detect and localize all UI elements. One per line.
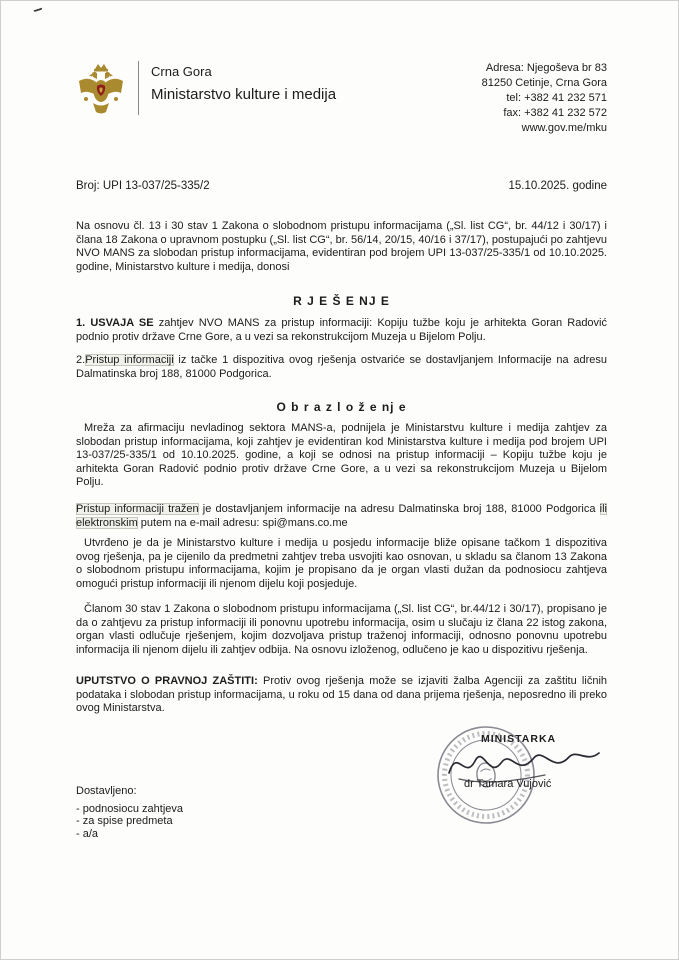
rationale-paragraph-1: Mreža za afirmaciju nevladinog sektora MANS-a, podnijela je Ministarstvu kulture i medija zahtjev za slobodan pristup informacijama, koji zahtjev je evidentiran kod Ministarstva kulture i medija pod brojem UPI 13-037/25-335/1 od 10.10.2025. godine, a koji se odnosi na pristup informaciji – Kopiju tužbe koju je arhitekta Goran Radović podnio protiv države Crne Gore, a u vezi sa rekonstrukcijom Muzeja u Bijelom Polju. — [76, 422, 607, 489]
document-date: 15.10.2025. godine — [508, 180, 607, 192]
distribution-item: - za spise predmeta — [76, 815, 173, 827]
document-number: Broj: UPI 13-037/25-335/2 — [76, 180, 210, 192]
legal-notice-lead: UPUTSTVO O PRAVNOJ ZAŠTITI: — [76, 675, 258, 687]
contact-address-block — [482, 61, 607, 136]
rationale-paragraph-4: Članom 30 stav 1 Zakona o slobodnom pristupu informacijama („Sl. list CG“, br.44/12 i 30/17), propisano je da o zahtjevu za pristup informaciji ili ponovnu upotrebu informacija, osim u slučaju iz člana 22 istog zakona, organ vlasti odlučuje rješenjem, kojim dozvoljava pristup traženoj informaciji, odnosno ponovnu upotrebu informacija ili njenom dijelu ili zahtjev odbija. Na osnovu izloženog, odlučeno je kao u dispozitivu rješenja. — [76, 603, 607, 656]
ministry-name: Ministarstvo kulture i medija — [151, 86, 337, 103]
intro-paragraph: Na osnovu čl. 13 i 30 stav 1 Zakona o slobodnom pristupu informacijama („Sl. list CG“, br. 44/12 i 30/17) i člana 18 Zakona o upravnom postupku („Sl. list CG“, br. 56/14, 20/15, 40/16 i 37/17), postupajući po zahtjevu NVO MANS za slobodan pristup informacijama, evidentiran pod brojem UPI 13-037/25-335/1 od 10.10.2025. godine, Ministarstvo kulture i medija, donosi — [76, 220, 607, 273]
decision-item-2-highlight: Pristup informaciji — [85, 354, 174, 366]
address-line: 81250 Cetinje, Crna Gora — [481, 77, 607, 89]
rationale-paragraph-2-highlight-2: ili elektronskim — [76, 503, 607, 529]
document-meta-row — [76, 180, 607, 192]
rationale-paragraph-2-text-2: putem na e-mail adresu: spi@mans.co.me — [137, 516, 348, 529]
decision-item-1-lead: 1. USVAJA SE — [76, 317, 154, 329]
address-line: Adresa: Njegoševa br 83 — [485, 62, 607, 74]
distribution-item: - podnosiocu zahtjeva — [76, 802, 184, 815]
rationale-paragraph-2 — [76, 503, 607, 530]
coat-of-arms-logo — [76, 61, 128, 119]
fax-line: fax: +382 41 232 572 — [503, 107, 607, 119]
phone-line: tel: +382 41 232 571 — [506, 92, 607, 104]
distribution-item: - a/a — [76, 827, 99, 840]
distribution-label: Dostavljeno: — [76, 785, 137, 797]
rationale-title: O b r a z l o ž e nj e — [276, 400, 407, 414]
decision-title: R J E Š E NJ E — [293, 294, 390, 308]
letterhead — [76, 61, 607, 136]
decision-item-2-text: iz tačke 1 dispozitiva ovog rješenja ostvariće se dostavljanjem Informacije na adresu Dalmatinska broj 188, 81000 Podgorica. — [76, 354, 607, 380]
scan-artifact-mark — [32, 5, 42, 13]
rationale-paragraph-3: Utvrđeno je da je Ministarstvo kulture i medija u posjedu informacije bliže opisane tačkom 1 dispozitiva ovog rješenja, pa je cijenilo da predmetni zahtjev treba usvojiti kao osnovan, u skladu sa članom 13 Zakona o slobodnom pristupu informacijama, kojim je propisano da je organ vlasti dužan da podnosiocu zahtjeva omogući pristup informaciji ili njenom dijelu koji posjeduje. — [76, 537, 607, 590]
signer-role: MINISTARKA — [481, 733, 557, 745]
legal-notice-text: Protiv ovog rješenja može se izjaviti žalba Agenciji za zaštitu ličnih podataka i slobodan pristup informacijama, u roku od 15 dana od dana prijema rješenja, neposredno ili preko ovog Ministarstva. — [76, 675, 608, 715]
decision-item-1-text: zahtjev NVO MANS za pristup informaciji: Kopiju tužbe koju je arhitekta Goran Radović podnio protiv države Crne Gore, a u vezi sa rekonstrukcijom Muzeja u Bijelom Polju. — [76, 317, 607, 343]
decision-item-2 — [76, 354, 607, 381]
website-line: www.gov.me/mku — [521, 122, 607, 134]
legal-notice-paragraph — [76, 675, 607, 716]
ministry-name-block — [138, 61, 336, 115]
decision-item-2-number: 2. — [76, 354, 86, 366]
signer-name: dr Tamara Vujović — [464, 778, 552, 790]
signature-block — [416, 721, 616, 841]
rationale-paragraph-2-text-1: je dostavljanjem informacije na adresu Dalmatinska broj 188, 81000 Podgorica — [198, 503, 600, 515]
distribution-list — [76, 785, 183, 840]
decision-item-1 — [76, 317, 607, 344]
country-name: Crna Gora — [151, 64, 212, 79]
rationale-paragraph-2-highlight-1: Pristup informaciji tražen — [76, 503, 199, 515]
